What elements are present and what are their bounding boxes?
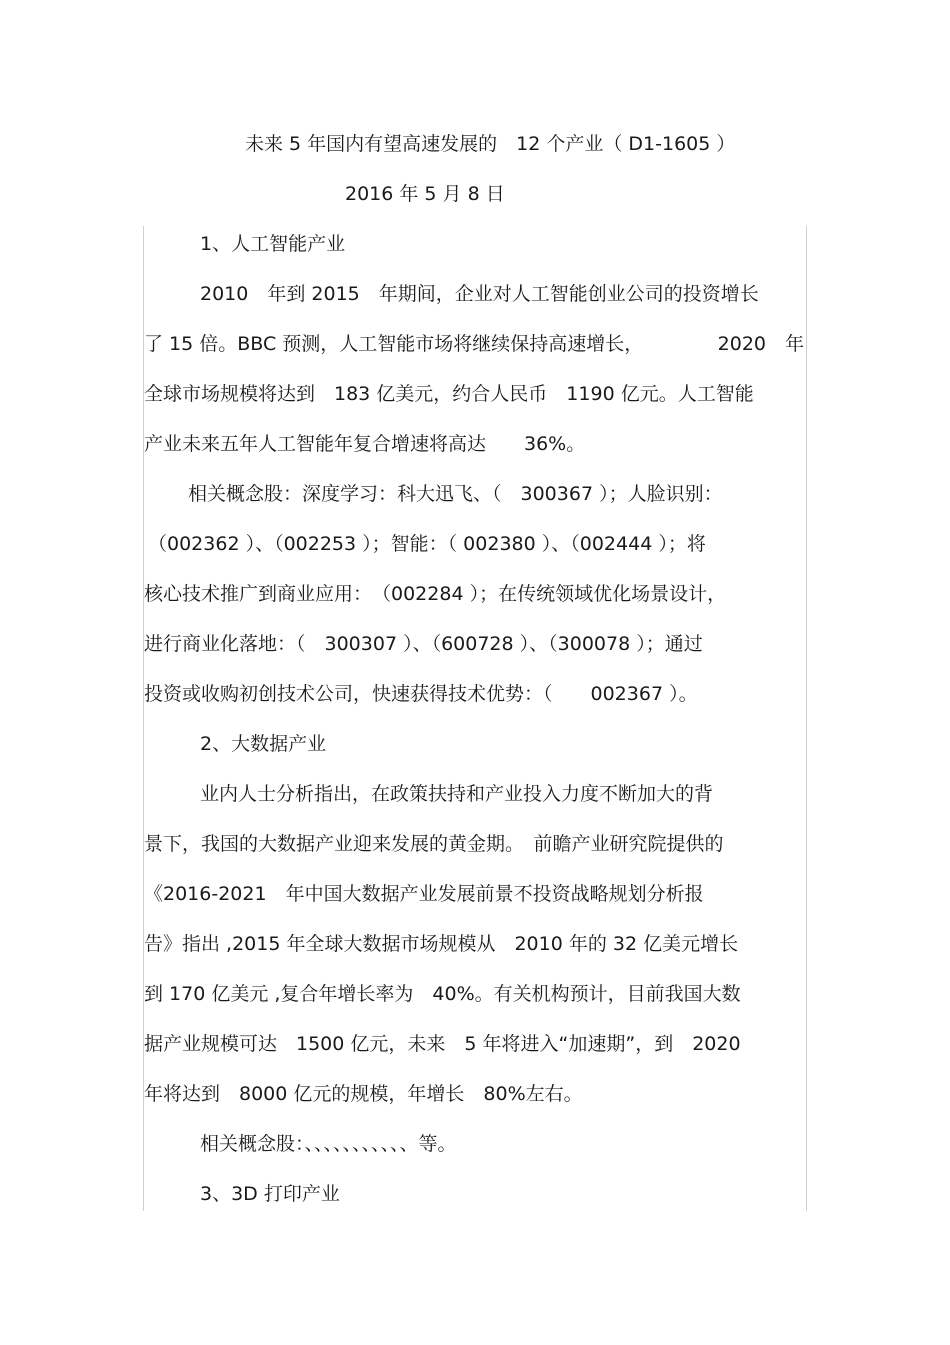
page-margin-line-left xyxy=(143,226,144,1211)
paragraph-line: 业内人士分析指出，在政策扶持和产业投入力度不断加大的背 xyxy=(200,783,714,805)
section-heading: 1、人工智能产业 xyxy=(200,233,346,255)
section-heading: 3、3D 打印产业 xyxy=(200,1183,340,1205)
paragraph-line: 进行商业化落地：（ 300307 ）、（600728 ）、（300078 ）；通过 xyxy=(144,633,703,655)
paragraph-line: 到 170 亿美元 ,复合年增长率为 40%。有关机构预计，目前我国大数 xyxy=(144,983,741,1005)
paragraph-line: 年将达到 8000 亿元的规模，年增长 80%左右。 xyxy=(144,1083,583,1105)
document-title: 未来 5 年国内有望高速发展的 12 个产业（ D1-1605 ） xyxy=(245,133,736,155)
paragraph-line: 景下，我国的大数据产业迎来发展的黄金期。 前瞻产业研究院提供的 xyxy=(144,833,724,855)
section-heading: 2、大数据产业 xyxy=(200,733,327,755)
paragraph-line: 产业未来五年人工智能年复合增速将高达 36%。 xyxy=(144,433,586,455)
paragraph-line: （002362 ）、（002253 ）；智能：（ 002380 ）、（002444 ）；将 xyxy=(148,533,706,555)
paragraph-line: 相关概念股：、、、、、、、、、、、等。 xyxy=(200,1133,457,1155)
paragraph-line: 据产业规模可达 1500 亿元，未来 5 年将进入“加速期”，到 2020 xyxy=(144,1033,741,1055)
paragraph-line-part: 2020 年 xyxy=(717,333,804,355)
page-margin-line-right xyxy=(806,226,807,1211)
paragraph-line: 投资或收购初创技术公司，快速获得技术优势：（ 002367 ）。 xyxy=(144,683,698,705)
paragraph-line: 全球市场规模将达到 183 亿美元，约合人民币 1190 亿元。人工智能 xyxy=(144,383,754,405)
paragraph-line xyxy=(144,331,804,357)
paragraph-line: 《2016-2021 年中国大数据产业发展前景不投资战略规划分析报 xyxy=(144,883,704,905)
paragraph-line: 相关概念股：深度学习：科大迅飞、（ 300367 ）；人脸识别： xyxy=(188,483,723,505)
paragraph-line: 2010 年到 2015 年期间，企业对人工智能创业公司的投资增长 xyxy=(200,283,759,305)
paragraph-line-part: 了 15 倍。BBC 预测，人工智能市场将继续保持高速增长， xyxy=(144,333,644,355)
paragraph-line: 告》指出 ,2015 年全球大数据市场规模从 2010 年的 32 亿美元增长 xyxy=(144,933,739,955)
paragraph-line: 核心技术推广到商业应用： （002284 ）；在传统领域优化场景设计， xyxy=(144,583,727,605)
document-date: 2016 年 5 月 8 日 xyxy=(345,183,505,205)
